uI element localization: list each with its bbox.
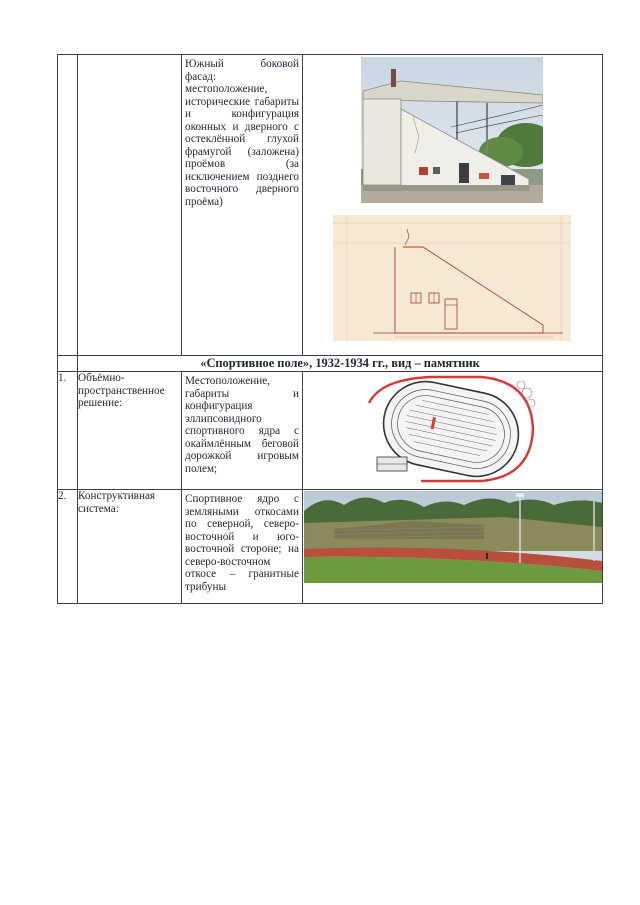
row-description: Спортивное ядро с земляными откосами по северной, северо-восточной и юго-восточной стороне; на северо-восточном откосе – гранитные трибуны xyxy=(185,493,299,593)
row-description: Местоположение, габариты и конфигурация эллипсовидного спортивного ядра с окаймлённым беговой дорожкой игровым полем; xyxy=(185,375,299,475)
section-title: «Спортивное поле», 1932-1934 гг., вид – памятник xyxy=(78,356,603,372)
section-title-spacer xyxy=(58,356,78,372)
facade-description: Южный боковой фасад: местоположение, исторические габариты и конфигурация оконных и дверного с остеклённой глухой фрамугой (заложена) проёмов (за исключением позднего восточного дверного проёма) xyxy=(185,58,299,208)
image-cell-photo xyxy=(303,490,603,604)
row-number: 1. xyxy=(58,372,78,490)
row-number: 2. xyxy=(58,490,78,604)
table-row-facade xyxy=(58,55,603,356)
description-cell xyxy=(182,372,303,490)
image-cell-facade xyxy=(303,55,603,356)
section-title-row xyxy=(58,356,603,372)
facade-drawing xyxy=(333,215,571,341)
grandstand-photo xyxy=(361,57,543,203)
description-cell xyxy=(182,55,303,356)
label-cell-empty xyxy=(78,55,182,356)
table-row xyxy=(58,372,603,490)
number-cell-empty xyxy=(58,55,78,356)
stadium-photo xyxy=(304,491,602,583)
image-cell-plan xyxy=(303,372,603,490)
description-cell xyxy=(182,490,303,604)
row-label: Объёмно-пространственное решение: xyxy=(78,372,182,490)
table-row xyxy=(58,490,603,604)
monument-table xyxy=(57,54,603,604)
row-label: Конструктивная система: xyxy=(78,490,182,604)
stadium-plan xyxy=(361,373,537,487)
